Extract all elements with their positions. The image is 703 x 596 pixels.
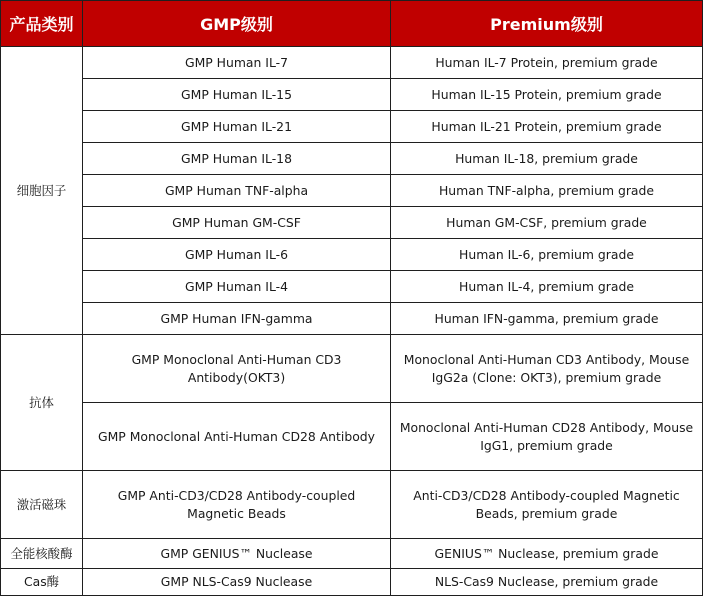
category-cell-cytokines: 细胞因子 — [1, 47, 83, 335]
table-row — [1, 539, 703, 569]
gmp-product-cell: GMP NLS-Cas9 Nuclease — [83, 569, 391, 596]
table-row — [1, 111, 703, 143]
gmp-product-cell: GMP Human IL-21 — [83, 111, 391, 143]
header-gmp-grade: GMP级别 — [83, 1, 391, 47]
gmp-product-cell: GMP Human IL-7 — [83, 47, 391, 79]
gmp-product-cell: GMP Human IL-6 — [83, 239, 391, 271]
table-row — [1, 569, 703, 596]
gmp-product-cell: GMP Human IL-15 — [83, 79, 391, 111]
premium-product-cell: Human IL-15 Protein, premium grade — [391, 79, 703, 111]
premium-product-cell: Human IL-21 Protein, premium grade — [391, 111, 703, 143]
table-row — [1, 403, 703, 471]
premium-product-cell: Monoclonal Anti-Human CD3 Antibody, Mouse IgG2a (Clone: OKT3), premium grade — [391, 335, 703, 403]
category-cell-nuclease: 全能核酸酶 — [1, 539, 83, 569]
table-header-row — [1, 1, 703, 47]
gmp-product-cell: GMP Human GM-CSF — [83, 207, 391, 239]
table-row — [1, 79, 703, 111]
table-row — [1, 335, 703, 403]
header-category: 产品类别 — [1, 1, 83, 47]
premium-product-cell: Anti-CD3/CD28 Antibody-coupled Magnetic Beads, premium grade — [391, 471, 703, 539]
gmp-product-cell: GMP Human IL-18 — [83, 143, 391, 175]
premium-product-cell: Human IL-4, premium grade — [391, 271, 703, 303]
gmp-product-cell: GMP Monoclonal Anti-Human CD28 Antibody — [83, 403, 391, 471]
table-row — [1, 303, 703, 335]
premium-product-cell: Human GM-CSF, premium grade — [391, 207, 703, 239]
table-row — [1, 207, 703, 239]
premium-product-cell: GENIUS™ Nuclease, premium grade — [391, 539, 703, 569]
premium-product-cell: Monoclonal Anti-Human CD28 Antibody, Mouse IgG1, premium grade — [391, 403, 703, 471]
premium-product-cell: Human TNF-alpha, premium grade — [391, 175, 703, 207]
category-cell-cas-enzyme: Cas酶 — [1, 569, 83, 596]
category-cell-antibodies: 抗体 — [1, 335, 83, 471]
table-row — [1, 239, 703, 271]
table-row — [1, 143, 703, 175]
table-row — [1, 271, 703, 303]
premium-product-cell: Human IL-7 Protein, premium grade — [391, 47, 703, 79]
premium-product-cell: Human IL-18, premium grade — [391, 143, 703, 175]
gmp-product-cell: GMP Monoclonal Anti-Human CD3 Antibody(OKT3) — [83, 335, 391, 403]
category-cell-magnetic-beads: 激活磁珠 — [1, 471, 83, 539]
table-row — [1, 175, 703, 207]
gmp-product-cell: GMP Human TNF-alpha — [83, 175, 391, 207]
table-row — [1, 47, 703, 79]
header-premium-grade: Premium级别 — [391, 1, 703, 47]
gmp-product-cell: GMP Human IFN-gamma — [83, 303, 391, 335]
gmp-product-cell: GMP Human IL-4 — [83, 271, 391, 303]
gmp-product-cell: GMP GENIUS™ Nuclease — [83, 539, 391, 569]
gmp-product-cell: GMP Anti-CD3/CD28 Antibody-coupled Magnetic Beads — [83, 471, 391, 539]
premium-product-cell: NLS-Cas9 Nuclease, premium grade — [391, 569, 703, 596]
table-row — [1, 471, 703, 539]
premium-product-cell: Human IFN-gamma, premium grade — [391, 303, 703, 335]
premium-product-cell: Human IL-6, premium grade — [391, 239, 703, 271]
